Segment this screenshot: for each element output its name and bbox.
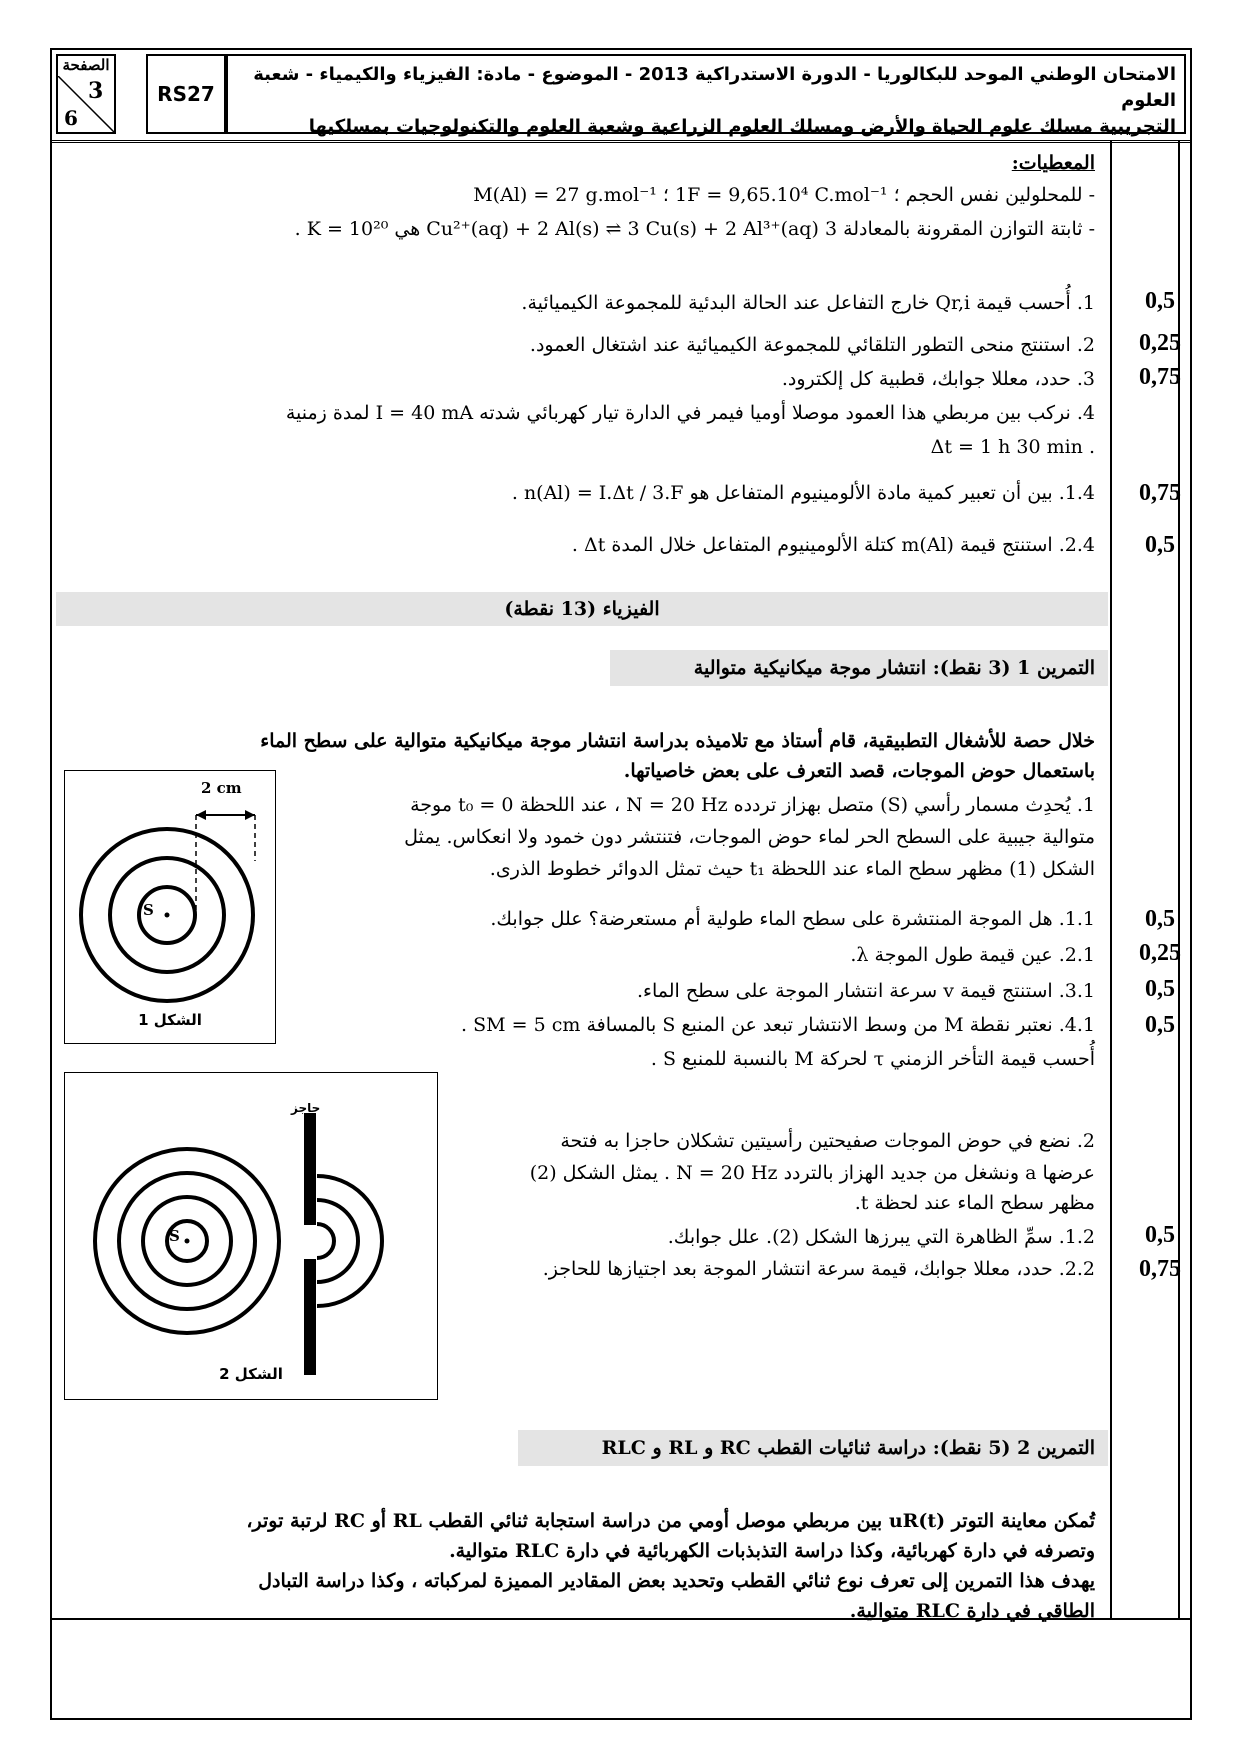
ex2-para-3: يهدف هذا التمرين إلى تعرف نوع ثنائي القطب وتحديد بعض المقادير المميزة لمركباته ، وكذا دراسة التبادل — [258, 1570, 1095, 1592]
figure-1-drawing — [65, 771, 275, 1043]
ex1-q21-points: 0,25 — [1139, 940, 1181, 966]
chem-q2-points: 0,25 — [1139, 330, 1181, 356]
chem-q1: 1. أُحسب قيمة Qr,i خارج التفاعل عند الحالة البدئية للمجموعة الكيميائية. — [521, 292, 1095, 314]
points-column-divider-2 — [1178, 140, 1180, 1618]
figure-1-source: S — [143, 901, 154, 919]
header-title-box — [226, 54, 1186, 137]
ex1-q2-line-3: مظهر سطح الماء عند لحظة t. — [854, 1192, 1095, 1214]
figure-2-source: S — [169, 1227, 180, 1245]
ex2-para-2: وتصرفه في دارة كهربائية، وكذا دراسة التذبذبات الكهربائية في دارة RLC متوالية. — [449, 1540, 1095, 1562]
chem-q4: 4. نركب بين مربطي هذا العمود موصلا أوميا فيمر في الدارة تيار كهربائي شدته I = 40 mA لمدة زمنية — [285, 402, 1095, 424]
ex1-q41-line-2: أُحسب قيمة التأخر الزمني τ لحركة M بالنسبة للمنبع S . — [650, 1048, 1095, 1070]
ex1-q12-points: 0,5 — [1145, 1222, 1175, 1248]
ex1-q21: 2.1. عين قيمة طول الموجة λ. — [850, 944, 1095, 966]
ex1-q31: 3.1. استنتج قيمة v سرعة انتشار الموجة على سطح الماء. — [637, 980, 1095, 1002]
ex2-title: التمرين 2 (5 نقط): دراسة ثنائيات القطب RC و RL و RLC — [601, 1437, 1095, 1459]
ex2-para-1: تُمكن معاينة التوتر uR(t) بين مربطي موصل أومي من دراسة استجابة ثنائي القطب RL أو RC لرتبة توتر، — [246, 1510, 1095, 1532]
chem-q42: 2.4. استنتج قيمة m(Al) كتلة الألومينيوم المتفاعل خلال المدة Δt . — [571, 534, 1095, 556]
chem-q42-points: 0,5 — [1145, 532, 1175, 558]
chem-q3-points: 0,75 — [1139, 364, 1181, 390]
figure-2-drawing — [65, 1073, 437, 1399]
header-line-2: التجريبية مسلك علوم الحياة والأرض ومسلك العلوم الزراعية وشعبة العلوم والتكنولوجيات بمسلكيها — [308, 116, 1176, 137]
chem-q3: 3. حدد، معللا جوابك، قطبية كل إلكترود. — [781, 368, 1095, 390]
ex1-q11-points: 0,5 — [1145, 906, 1175, 932]
ex1-q1-line-1: 1. يُحدِث مسمار رأسي (S) متصل بهزاز تردده N = 20 Hz ، عند اللحظة t₀ = 0 موجة — [410, 794, 1095, 816]
ex1-intro-2: باستعمال حوض الموجات، قصد التعرف على بعض خاصياتها. — [623, 760, 1095, 782]
ex1-q31-points: 0,5 — [1145, 976, 1175, 1002]
ex1-q22: 2.2. حدد، معللا جوابك، قيمة سرعة انتشار الموجة بعد اجتيازها للحاجز. — [542, 1258, 1095, 1280]
ex1-q41-points: 0,5 — [1145, 1012, 1175, 1038]
figure-1-label: الشكل 1 — [138, 1011, 202, 1029]
header — [50, 48, 1192, 143]
ex1-intro-1: خلال حصة للأشغال التطبيقية، قام أستاذ مع تلاميذه بدراسة انتشار موجة ميكانيكية متوالية على سطح الماء — [260, 730, 1095, 752]
givens-title: المعطيات: — [1011, 152, 1095, 174]
figure-2 — [64, 1072, 438, 1400]
ex1-q1-line-3: الشكل (1) مظهر سطح الماء عند اللحظة t₁ حيث تمثل الدوائر خطوط الذرى. — [489, 858, 1095, 880]
chem-q1-points: 0,5 — [1145, 288, 1175, 314]
givens-line-2: - ثابتة التوازن المقرونة بالمعادلة 3 Cu²⁺(aq) + 2 Al(s) ⇌ 3 Cu(s) + 2 Al³⁺(aq) هي K = 10²⁰ . — [294, 218, 1095, 240]
givens-line-1: - للمحلولين نفس الحجم ؛ 1F = 9,65.10⁴ C.mol⁻¹ ؛ M(Al) = 27 g.mol⁻¹ — [473, 184, 1095, 206]
page-label: الصفحة — [62, 56, 110, 74]
ex1-q2-line-2: عرضها a ونشغل من جديد الهزاز بالتردد N = 20 Hz . يمثل الشكل (2) — [529, 1162, 1095, 1184]
figure-1 — [64, 770, 276, 1044]
ex2-para-4: الطاقي في دارة RLC متوالية. — [849, 1600, 1095, 1622]
ex1-q11: 1.1. هل الموجة المنتشرة على سطح الماء طولية أم مستعرضة؟ علل جوابك. — [490, 908, 1095, 930]
ex1-q2-line-1: 2. نضع في حوض الموجات صفيحتين رأسيتين تشكلان حاجزا به فتحة — [560, 1130, 1095, 1152]
chem-q2: 2. استنتج منحى التطور التلقائي للمجموعة الكيميائية عند اشتغال العمود. — [529, 334, 1095, 356]
ex1-q22-points: 0,75 — [1139, 1256, 1181, 1282]
chem-q41-points: 0,75 — [1139, 480, 1181, 506]
page-number: 3 — [88, 78, 104, 104]
chem-q41: 1.4. بين أن تعبير كمية مادة الألومينيوم المتفاعل هو n(Al) = I.Δt / 3.F . — [511, 482, 1095, 504]
physics-banner: الفيزياء (13 نقطة) — [504, 598, 660, 620]
ex1-q1-line-2: متوالية جيبية على السطح الحر لماء حوض الموجات، فتنتشر دون خمود ولا انعكاس. يمثل — [404, 826, 1095, 848]
figure-2-barrier-label: حاجز — [291, 1101, 321, 1115]
page-number-box — [56, 54, 116, 134]
exam-code: RS27 — [157, 82, 215, 106]
figure-1-scale: 2 cm — [201, 779, 242, 797]
code-box — [146, 54, 226, 134]
figure-2-label: الشكل 2 — [219, 1365, 283, 1383]
page-total: 6 — [64, 106, 78, 130]
header-line-1: الامتحان الوطني الموحد للبكالوريا - الدورة الاستدراكية 2013 - الموضوع - مادة: الفيزياء والكيمياء - شعبة العلوم — [253, 64, 1176, 111]
page-divider-line — [58, 76, 114, 132]
ex1-q12: 1.2. سمِّ الظاهرة التي يبرزها الشكل (2). علل جوابك. — [667, 1226, 1095, 1248]
points-column-divider — [1110, 140, 1112, 1618]
chem-q4-duration: . Δt = 1 h 30 min — [930, 436, 1095, 458]
ex1-title: التمرين 1 (3 نقط): انتشار موجة ميكانيكية متوالية — [693, 657, 1095, 679]
ex1-q41: 4.1. نعتبر نقطة M من وسط الانتشار تبعد عن المنبع S بالمسافة SM = 5 cm . — [461, 1014, 1095, 1036]
